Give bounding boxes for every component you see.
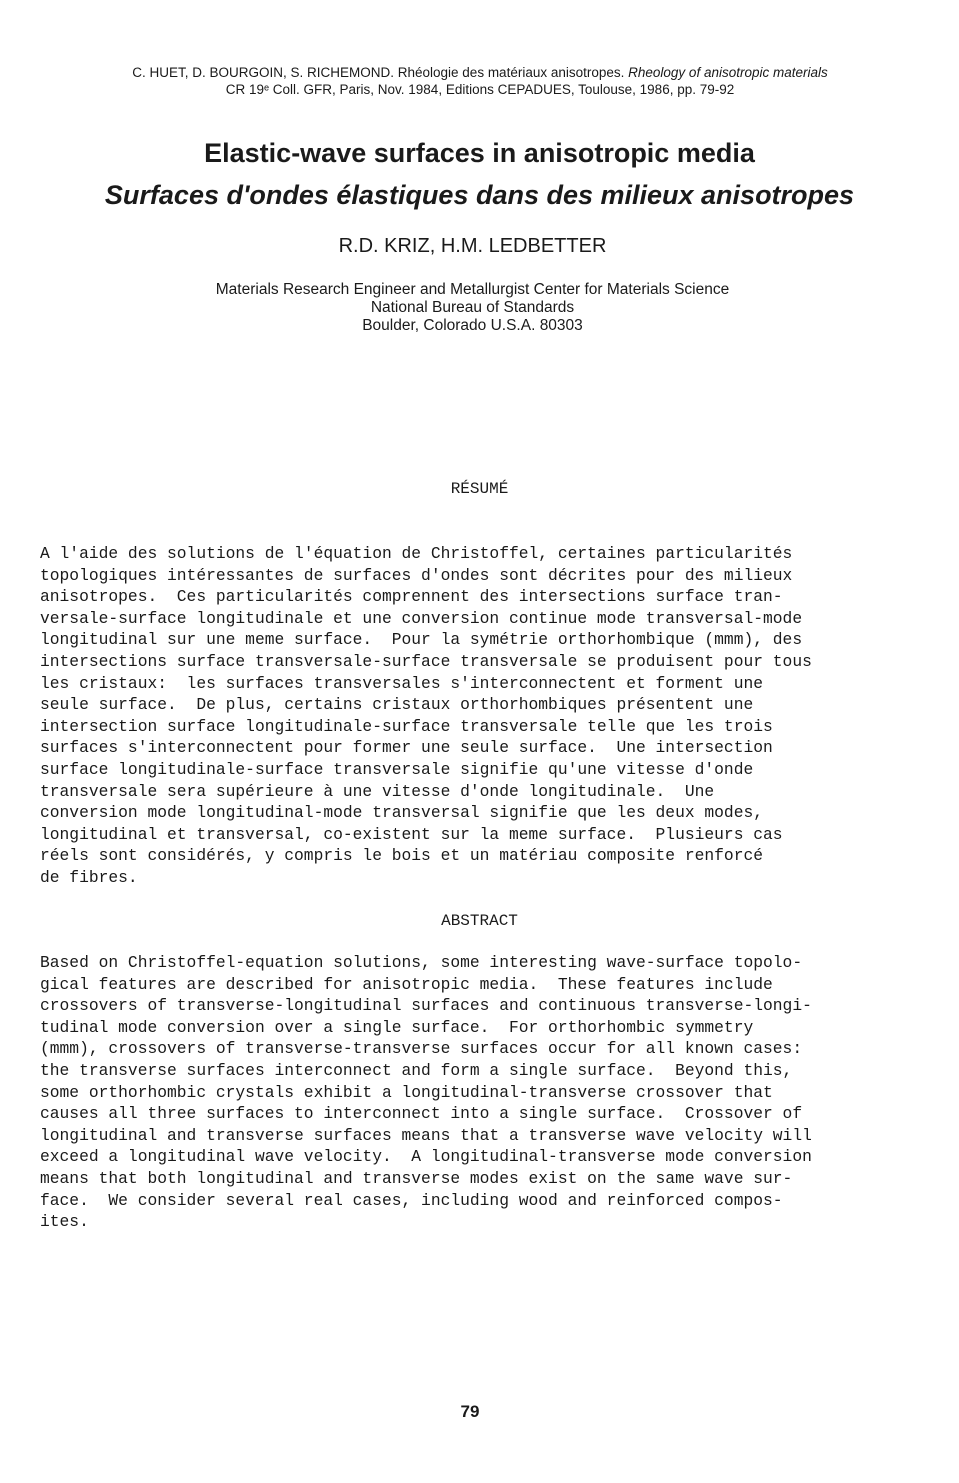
resume-line: versale-surface longitudinale et une conversion continue mode transversal-mode [40, 608, 803, 628]
citation-line-1 [40, 64, 920, 81]
citation-reference [40, 64, 920, 98]
abstract-body [40, 952, 900, 1233]
citation-english-title: Rheology of anisotropic materials [628, 65, 828, 80]
abstract-line: longitudinal and transverse surfaces means that a transverse wave velocity will [40, 1125, 812, 1145]
abstract-line: tudinal mode conversion over a single surface. For orthorhombic symmetry [40, 1017, 754, 1037]
abstract-line: face. We consider several real cases, including wood and reinforced compos- [40, 1190, 783, 1210]
resume-line: conversion mode longitudinal-mode transversal signifie que les deux modes, [40, 803, 764, 823]
resume-line: les cristaux: les surfaces transversales s'interconnectent et forment une [40, 673, 764, 693]
authors: R.D. KRIZ, H.M. LEDBETTER [338, 235, 607, 257]
abstract-line: ites. [40, 1212, 89, 1232]
abstract-line: (mmm), crossovers of transverse-transverse surfaces occur for all known cases: [40, 1039, 803, 1059]
abstract-line: Based on Christoffel-equation solutions, some interesting wave-surface topolo- [40, 953, 803, 972]
resume-line: longitudinal et transversal, co-existent sur la meme surface. Plusieurs cas [40, 824, 783, 844]
title-english: Elastic-wave surfaces in anisotropic media [204, 138, 755, 168]
resume-line: surface longitudinale-surface transversale signifie qu'une vitesse d'onde [40, 759, 754, 779]
resume-line: intersection surface longitudinale-surface transversale telle que les trois [40, 716, 773, 736]
affiliation-line: Boulder, Colorado U.S.A. 80303 [362, 317, 583, 334]
resume-heading: RÉSUMÉ [450, 480, 509, 498]
affiliation [0, 281, 945, 335]
citation-authors-title: C. HUET, D. BOURGOIN, S. RICHEMOND. Rhéologie des matériaux anisotropes. [132, 65, 629, 80]
abstract-line: means that both longitudinal and transverse modes exist on the same wave sur- [40, 1168, 793, 1188]
abstract-line: crossovers of transverse-longitudinal surfaces and continuous transverse-longi- [40, 996, 812, 1016]
abstract-heading: ABSTRACT [441, 912, 518, 930]
resume-line: de fibres. [40, 867, 138, 887]
resume-line: longitudinal sur une meme surface. Pour la symétrie orthorhombique (mmm), des [40, 630, 803, 650]
abstract-line: exceed a longitudinal wave velocity. A longitudinal-transverse mode conversion [40, 1147, 812, 1167]
resume-line: anisotropes. Ces particularités comprennent des intersections surface tran- [40, 587, 783, 607]
abstract-line: some orthorhombic crystals exhibit a longitudinal-transverse crossover that [40, 1082, 773, 1102]
resume-body [40, 543, 900, 889]
resume-line: A l'aide des solutions de l'équation de Christoffel, certaines particularités [40, 544, 793, 563]
abstract-line: the transverse surfaces interconnect and form a single surface. Beyond this, [40, 1060, 793, 1080]
resume-line: transversale sera supérieure à une vitesse d'onde longitudinale. Une [40, 781, 715, 801]
abstract-line: gical features are described for anisotropic media. These features include [40, 974, 773, 994]
resume-line: intersections surface transversale-surface transversale se produisent pour tous [40, 651, 812, 671]
resume-line: seule surface. De plus, certains cristaux orthorhombiques présentent une [40, 695, 754, 715]
page-number: 79 [460, 1402, 480, 1421]
resume-line: réels sont considérés, y compris le bois et un matériau composite renforcé [40, 846, 764, 866]
title-french: Surfaces d'ondes élastiques dans des milieux anisotropes [104, 180, 855, 210]
resume-line: surfaces s'interconnectent pour former une seule surface. Une intersection [40, 738, 773, 758]
affiliation-line: Materials Research Engineer and Metallurgist Center for Materials Science [215, 281, 730, 298]
citation-line-2: CR 19ᵉ Coll. GFR, Paris, Nov. 1984, Editions CEPADUES, Toulouse, 1986, pp. 79-92 [225, 82, 735, 97]
resume-line: topologiques intéressantes de surfaces d'ondes sont décrites pour des milieux [40, 565, 793, 585]
abstract-line: causes all three surfaces to interconnect into a single surface. Crossover of [40, 1104, 803, 1124]
affiliation-line: National Bureau of Standards [370, 299, 575, 316]
